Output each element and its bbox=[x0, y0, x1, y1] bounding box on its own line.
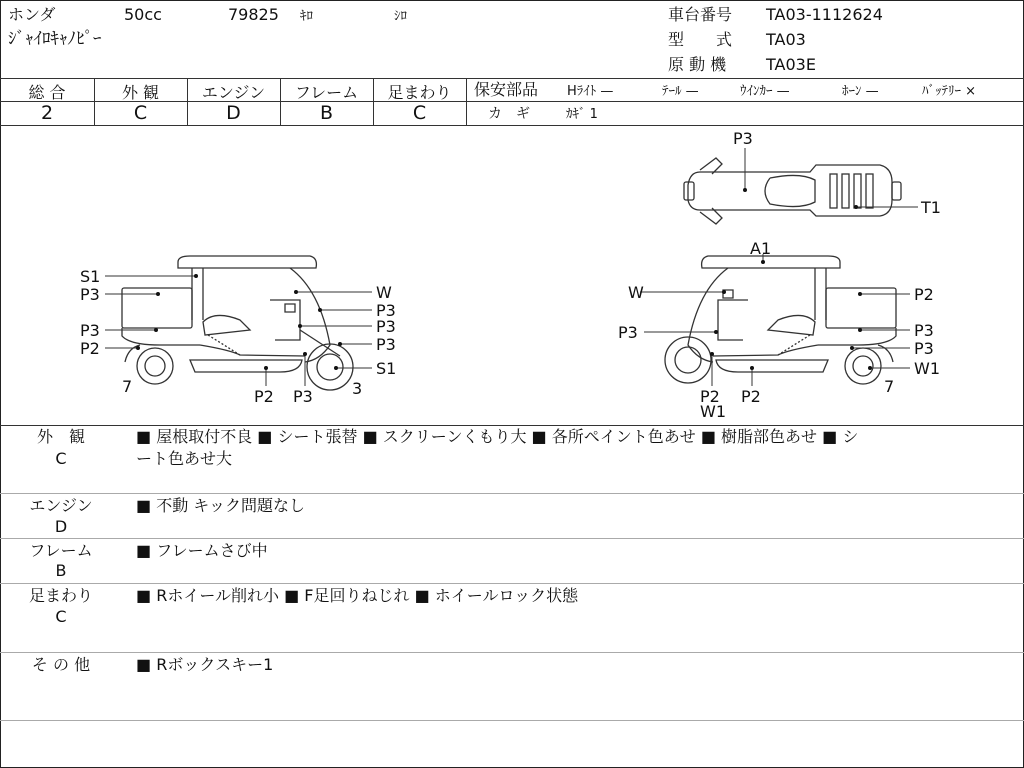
section-frame-text: ■ フレームさび中 bbox=[136, 541, 268, 560]
label-p3: P3 bbox=[80, 285, 100, 304]
type-value: TA03 bbox=[766, 30, 806, 49]
engine-label: 原 動 機 bbox=[668, 55, 727, 74]
top-view bbox=[684, 158, 901, 224]
label-p3: P3 bbox=[376, 335, 396, 354]
label-p3: P3 bbox=[80, 321, 100, 340]
key-value: ｶｷﾞ 1 bbox=[566, 107, 598, 122]
grade-frame-label: フレーム bbox=[294, 83, 359, 102]
label-p3: P3 bbox=[733, 129, 753, 148]
section-suspension-title: 足まわり bbox=[28, 586, 93, 605]
grid-line bbox=[0, 78, 1024, 79]
section-divider bbox=[0, 538, 1024, 539]
section-exterior-grade: C bbox=[55, 449, 67, 468]
grade-suspension-value: C bbox=[412, 102, 427, 124]
label-s1: S1 bbox=[80, 267, 101, 286]
label-7: 7 bbox=[122, 377, 133, 396]
label-p3: P3 bbox=[618, 323, 638, 342]
section-engine-grade: D bbox=[54, 517, 68, 536]
label-p3: P3 bbox=[376, 301, 396, 320]
right-side-view bbox=[665, 256, 896, 384]
model-name: ｼﾞｬｲﾛｷｬﾉﾋﾟｰ bbox=[8, 29, 102, 49]
label-p3: P3 bbox=[914, 339, 934, 358]
section-other-text: ■ Rボックスキー1 bbox=[136, 655, 274, 674]
label-s1: S1 bbox=[376, 359, 397, 378]
label-p3: P3 bbox=[376, 317, 396, 336]
section-suspension-text: ■ Rホイール削れ小 ■ F足回りねじれ ■ ホイールロック状態 bbox=[136, 586, 579, 605]
section-frame-grade: B bbox=[55, 561, 67, 580]
label-3: 3 bbox=[352, 379, 363, 398]
grade-total-value: 2 bbox=[40, 102, 54, 124]
section-other-title: そ の 他 bbox=[31, 655, 91, 674]
scooter-diagram bbox=[0, 126, 1024, 425]
label-p2: P2 bbox=[914, 285, 934, 304]
grade-suspension-label: 足まわり bbox=[387, 83, 452, 102]
engine-cc: 50cc bbox=[124, 5, 162, 24]
section-divider bbox=[0, 652, 1024, 653]
grade-exterior-label: 外 観 bbox=[121, 83, 160, 102]
label-a1: A1 bbox=[750, 239, 772, 258]
label-w: W bbox=[376, 283, 392, 302]
section-exterior-title: 外 観 bbox=[36, 427, 85, 446]
label-p3: P3 bbox=[293, 387, 313, 406]
safety-battery: ﾊﾞｯﾃﾘｰ × bbox=[922, 84, 977, 99]
grid-line bbox=[466, 101, 1024, 102]
section-exterior-text: ■ 屋根取付不良 ■ シート張替 ■ スクリーンくもり大 ■ 各所ペイント色あせ ■ 樹脂部色あせ ■ シ bbox=[136, 427, 859, 446]
safety-title: 保安部品 bbox=[474, 80, 539, 99]
type-label: 型 式 bbox=[668, 30, 733, 49]
label-p2: P2 bbox=[700, 387, 720, 406]
section-divider bbox=[0, 583, 1024, 584]
label-7: 7 bbox=[884, 377, 895, 396]
section-suspension-grade: C bbox=[55, 607, 67, 626]
label-p2: P2 bbox=[80, 339, 100, 358]
engine-value: TA03E bbox=[766, 55, 816, 74]
safety-tail: ﾃｰﾙ — bbox=[662, 84, 699, 99]
grade-exterior-value: C bbox=[133, 102, 148, 124]
grade-engine-label: エンジン bbox=[201, 83, 266, 102]
label-p2: P2 bbox=[254, 387, 274, 406]
label-w: W bbox=[628, 283, 644, 302]
mileage: 79825 bbox=[228, 5, 279, 24]
section-frame-title: フレーム bbox=[29, 541, 93, 560]
grade-engine-value: D bbox=[226, 102, 241, 124]
label-w1: W1 bbox=[914, 359, 940, 378]
key-label: カ ギ bbox=[488, 106, 530, 122]
frame-no-label: 車台番号 bbox=[668, 5, 733, 24]
section-engine-text: ■ 不動 キック問題なし bbox=[136, 496, 305, 515]
maker: ホンダ bbox=[8, 5, 56, 24]
mileage-unit: ｷﾛ bbox=[300, 9, 313, 24]
safety-headlight: Hﾗｲﾄ — bbox=[567, 84, 614, 99]
grade-frame-value: B bbox=[319, 102, 334, 124]
label-t1: T1 bbox=[921, 198, 941, 217]
section-engine-title: エンジン bbox=[29, 496, 93, 515]
color: ｼﾛ bbox=[394, 9, 407, 24]
label-w1: W1 bbox=[700, 402, 726, 421]
label-p2: P2 bbox=[741, 387, 761, 406]
label-p3: P3 bbox=[914, 321, 934, 340]
section-divider bbox=[0, 493, 1024, 494]
section-divider bbox=[0, 720, 1024, 721]
safety-winker: ｳｲﾝｶｰ — bbox=[740, 84, 790, 99]
safety-horn: ﾎｰﾝ — bbox=[842, 84, 879, 99]
section-exterior-text-2: ート色あせ大 bbox=[136, 449, 233, 468]
frame-no: TA03-1112624 bbox=[766, 5, 883, 24]
grade-total-label: 総 合 bbox=[28, 83, 66, 102]
grid-line bbox=[466, 78, 467, 125]
